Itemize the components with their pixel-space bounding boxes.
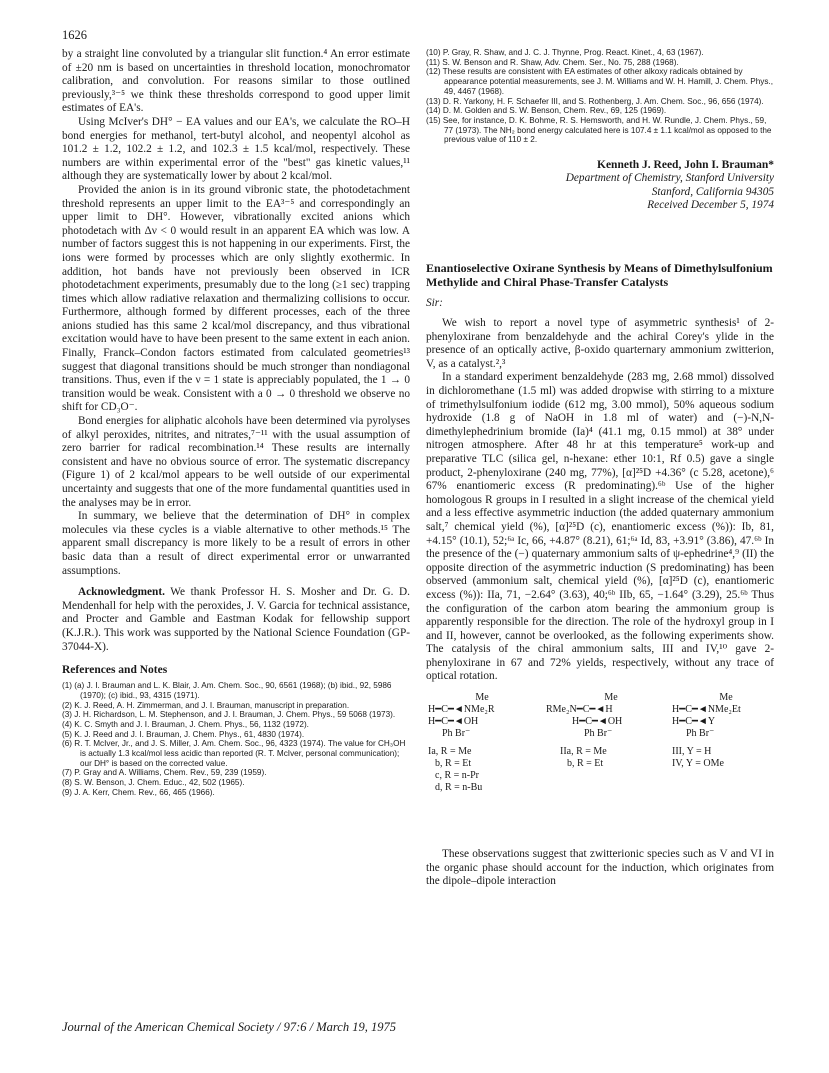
structure-label: III, Y = H xyxy=(672,746,712,758)
reference-item: (9) J. A. Kerr, Chem. Rev., 66, 465 (1966). xyxy=(62,787,215,797)
structure-row2: H━C━◄OH xyxy=(428,716,479,728)
structure-row1: H━C━◄NMe₂Et xyxy=(672,704,741,716)
reference-item: (8) S. W. Benson, J. Chem. Educ., 42, 502 (1965). xyxy=(62,778,245,788)
right-paragraph-closing: These observations suggest that zwitterionic species such as V and VI in the organic phase should account for the induction, which originates from the dipole–dipole interaction xyxy=(426,848,774,888)
journal-footer: Journal of the American Chemical Society / 97:6 / March 19, 1975 xyxy=(62,1020,396,1034)
right-paragraph-1: We wish to report a novel type of asymmetric synthesis¹ of 2-phenyloxirane from benzaldehyde and the achiral Corey's ylide in the presence of an optically active, β-oxido quarternary ammonium zwitterion, V, as a catalyst.²,³ xyxy=(426,317,774,370)
structure-label: d, R = n-Bu xyxy=(435,782,483,794)
structure-top: Me xyxy=(475,692,489,704)
structure-row2: H━C━◄Y xyxy=(672,716,716,728)
structure-row1: H━C━◄NMe₂R xyxy=(428,704,495,716)
acknowledgment xyxy=(62,586,410,654)
structure-label: IV, Y = OMe xyxy=(672,758,724,770)
structure-labels xyxy=(546,746,646,770)
article-title: Enantioselective Oxirane Synthesis by Means of Dimethylsulfonium Methylide and Chiral Phase-Transfer Catalysts xyxy=(426,261,773,290)
reference-item: (4) K. C. Smyth and J. I. Brauman, J. Chem. Phys., 56, 1132 (1972). xyxy=(62,719,309,729)
structure-II xyxy=(546,692,646,770)
reference-list-right xyxy=(426,48,774,145)
structure-top: Me xyxy=(719,692,733,704)
reference-item: (7) P. Gray and A. Williams, Chem. Rev., 59, 239 (1959). xyxy=(62,768,267,778)
structure-label: b, R = Et xyxy=(567,758,604,770)
left-paragraph-3: Provided the anion is in its ground vibronic state, the photodetachment threshold represents an upper limit to the EA³⁻⁵ and correspondingly an upper limit to DH°. However, vibrationally excited anions which photodetach with Δν < 0 would result in an apparent EA which was low. A number of factors suggest this is not happening in our experiments. First, the ions were formed by processes which are only slightly exothermic. In addition, hot bands have not previously been observed in ICR photodetachment experiments, presumably due to the long (≥1 sec) trapping times which allow radiative relaxation and thermalizing collisions to occur. Furthermore, although formed by different processes, each of the three anions studied has this same 2 kcal/mol discrepancy, and thus vibrational excitation would have to have been present to the same extent in each anion. Finally, Franck–Condon factors estimated from calculated geometries¹³ suggest that diagonal transitions should be much stronger than nondiagonal transitions. Thus, even if the ν = 1 state is appreciably populated, the 1 → 0 transition would be weak. Consistent with a 0 → 0 threshold we observe no shift for CD₃O⁻. xyxy=(62,183,410,414)
structure-I xyxy=(428,692,528,794)
structure-top: Me xyxy=(604,692,618,704)
structure-bottom: Ph Br⁻ xyxy=(584,728,613,740)
reference-item: (5) K. J. Reed and J. I. Brauman, J. Chem. Phys., 61, 4830 (1974). xyxy=(62,729,305,739)
structure-bottom: Ph Br⁻ xyxy=(442,728,471,740)
structure-labels xyxy=(428,746,528,794)
affiliation-location: Stanford, California 94305 xyxy=(651,186,774,199)
reference-item: (11) S. W. Benson and R. Shaw, Adv. Chem. Ser., No. 75, 288 (1968). xyxy=(426,57,679,67)
structure-figure xyxy=(426,692,774,842)
structure-label: b, R = Et xyxy=(435,758,472,770)
left-paragraph-4: Bond energies for aliphatic alcohols have been determined via pyrolyses of alkyl peroxides, nitrites, and nitrates,⁷⁻¹¹ with the usual assumption of zero barrier for radical recombination.¹⁴ These results are internally consistent and have no obvious source of error. The systematic discrepancy (Figure 1) of 2 kcal/mol appears to be well outside of our experimental uncertainty and suggests that one of the more fundamental quantities used in the analyses may be in error. xyxy=(62,415,410,509)
structure-row1: RMe₂N━C━◄H xyxy=(546,704,613,716)
structure-label: c, R = n-Pr xyxy=(435,770,479,782)
received-date: Received December 5, 1974 xyxy=(647,199,774,212)
reference-item: (10) P. Gray, R. Shaw, and J. C. J. Thynne, Prog. React. Kinet., 4, 63 (1967). xyxy=(426,48,704,57)
structure-row2: H━C━◄OH xyxy=(572,716,623,728)
reference-item: (13) D. R. Yarkony, H. F. Schaefer III, and S. Rothenberg, J. Am. Chem. Soc., 96, 656 (1974). xyxy=(426,96,764,106)
salutation: Sir: xyxy=(426,297,443,310)
structure-label: Ia, R = Me xyxy=(428,746,472,758)
reference-item: (3) J. H. Richardson, L. M. Stephenson, and J. I. Brauman, J. Chem. Phys., 59 5068 (1973). xyxy=(62,710,396,720)
right-paragraph-2: In a standard experiment benzaldehyde (283 mg, 2.68 mmol) dissolved in dichloromethane (1.5 ml) was added dropwise with stirring to a mixture of trimethylsulfonium iodide (612 mg, 3.00 mmol), 50% aqueous sodium hydroxide (1.8 g of NaOH in 1.8 ml of water) and (−)-N,N-dimethylephedrinium bromide (Ia)⁴ (41.1 mg, 0.15 mmol) at 38° under nitrogen atmosphere. After 48 hr at this temperature⁵ work-up and preparative TLC (silica gel, n-hexane: ether 10:1, Rf 0.5) gave a single product, 2-phenyloxirane (240 mg, 77%), [α]²⁵D +4.36° (c 5.28, acetone),⁶ 67% enantiomeric excess (R predominating).⁶ᵇ Use of the higher homologous R groups in I resulted in a slight increase of the chemical yield and a less effective asymmetric induction (the added quaternary ammonium salt,⁷ chemical yield (%), [α]²⁵D (c), enantiomeric excess (%)): Ib, 81, +4.15° (10.1), 52;⁶ᵃ Ic, 66, +4.87° (8.21), 61;⁶ᵃ Id, 83, +3.91° (3.86), 47.⁶ᵇ In the presence of the (−) quaternary ammonium salts of ψ-ephedrine⁴,⁹ (II) the opposite direction of the asymmetric induction (S predominating) has been observed (ammonium salt, chemical yield (%), [α]²⁵D (c), enantiomeric excess (%)): IIa, 71, −2.64° (3.63), 40;⁶ᵇ IIb, 65, −1.64° (3.29), 25.⁶ᵇ Thus the configuration of the carbon atom bearing the ammonium group is apparently responsible for the direction. The role of the hydroxyl group in I and II, however, cannot be overlooked, as the following experiments show. The catalysis of the chiral ammonium salts, III and IV,¹⁰ gave 2-phenyloxirane in 67 and 72% yields, respectively, without any trace of optical rotation. xyxy=(426,371,774,683)
structure-bottom: Ph Br⁻ xyxy=(686,728,715,740)
authors: Kenneth J. Reed, John I. Brauman* xyxy=(597,159,774,172)
ack-label: Acknowledgment. xyxy=(78,586,165,599)
page-number: 1626 xyxy=(62,28,87,42)
references-heading: References and Notes xyxy=(62,664,168,677)
reference-item: (12) These results are consistent with EA estimates of other alkoxy radicals obtained by appearance potential measurements, see J. M. Williams and W. H. Hamill, J. Chem. Phys., 49, 4467 (1968). xyxy=(426,67,773,96)
reference-item: (14) D. M. Golden and S. W. Benson, Chem. Rev., 69, 125 (1969). xyxy=(426,106,667,116)
structure-labels xyxy=(672,746,772,770)
reference-item: (15) See, for instance, D. K. Bohme, R. S. Hemsworth, and H. W. Rundle, J. Chem. Phys., 59, 77 (1973). The NH₂ bond energy calculated here is 107.4 ± 1.1 kcal/mol as opposed to the previous value of 110 ± 2. xyxy=(426,115,772,145)
author-block xyxy=(426,159,774,211)
reference-item: (6) R. T. McIver, Jr., and J. S. Miller, J. Am. Chem. Soc., 96, 4323 (1974). The value for CH₃OH is actually 1.3 kcal/mol less acidic than reported (R. T. McIver, personal communication); our DH° is based on the corrected value. xyxy=(62,739,406,768)
structure-III-IV xyxy=(672,692,772,770)
reference-item: (2) K. J. Reed, A. H. Zimmerman, and J. I. Brauman, manuscript in preparation. xyxy=(62,700,350,710)
ack-text: We thank Professor H. S. Mosher and Dr. G. D. Mendenhall for help with the peroxides, J. V. Garcia for technical assistance, and Procter and Gamble and Eastman Kodak for fellowship support (K.J.R.). This work was supported by the National Science Foundation (GP-37044-X). xyxy=(62,586,410,653)
right-column xyxy=(426,48,774,889)
reference-item: (1) (a) J. I. Brauman and L. K. Blair, J. Am. Chem. Soc., 90, 6561 (1968); (b) ibid., 92, 5986 (1970); (c) ibid., 93, 4315 (1971). xyxy=(62,681,392,700)
reference-list-left xyxy=(62,681,410,797)
left-column xyxy=(62,48,410,798)
left-paragraph-5: In summary, we believe that the determination of DH° in complex molecules via these cycles is a viable alternative to other methods.¹⁵ The apparent small discrepancy is more likely to be a result of errors in other basic data than a result of direct experimental error or unwarranted assumptions. xyxy=(62,510,410,577)
left-paragraph-2: Using McIver's DH° − EA values and our EA's, we calculate the RO–H bond energies for methanol, tert-butyl alcohol, and neopentyl alcohol as 101.2 ± 1.2, 102.2 ± 1.2, and 102.3 ± 1.5 kcal/mol, respectively. These numbers are within experimental error of the "best" gas kinetic values,¹¹ although they are systematically lower by about 2 kcal/mol. xyxy=(62,115,410,183)
left-paragraph-1: by a straight line convoluted by a triangular slit function.⁴ An error estimate of ±20 nm is based on uncertainties in threshold location, monochromator calibration, and convolution. For reasons similar to those outlined previously,³⁻⁵ we think these thresholds correspond to good upper limit estimates of EA's. xyxy=(62,48,410,115)
affiliation-department: Department of Chemistry, Stanford University xyxy=(565,172,774,185)
structure-label: IIa, R = Me xyxy=(560,746,607,758)
